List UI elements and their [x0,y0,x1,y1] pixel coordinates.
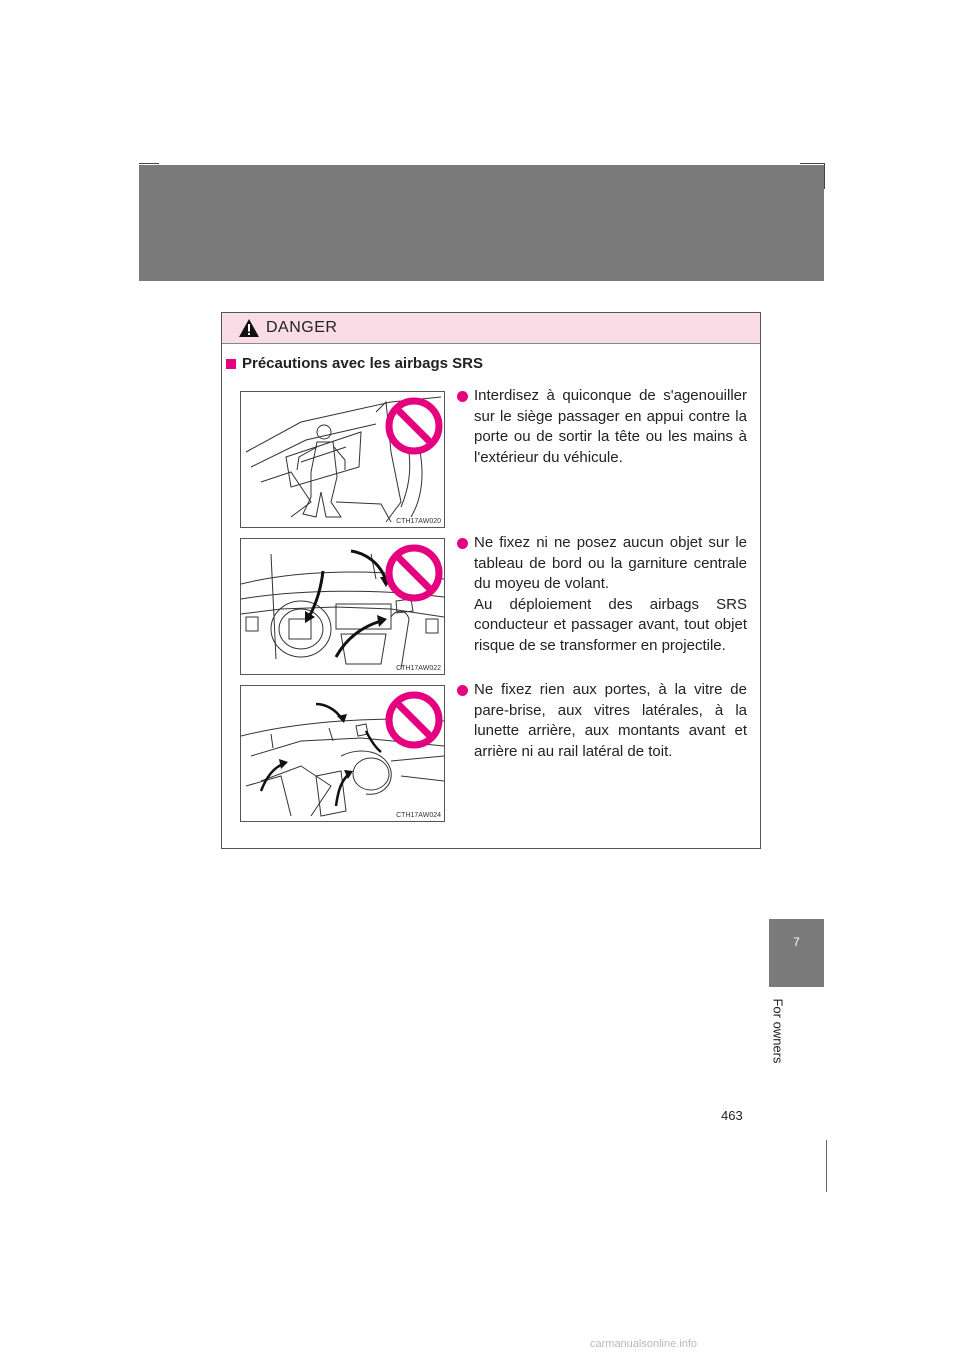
prohibition-icon [384,690,444,750]
danger-label: DANGER [266,319,338,336]
section-title [226,355,483,372]
warning-triangle-icon [238,318,260,338]
round-bullet-icon [457,538,468,549]
bullet-text: Ne fixez rien aux portes, à la vitre de pare-brise, aux vitres latérales, à la lunette arrière, aux montants avant et arrière ni au rail latéral de toit. [474,681,747,760]
danger-header [222,313,760,344]
bullet-item [457,386,747,468]
chapter-number: 7 [793,935,800,949]
square-bullet-icon [226,359,236,369]
figure-code: CTH17AW022 [396,665,441,672]
bullet-item [457,533,747,656]
page-number: 463 [721,1108,743,1123]
bullet-item [457,680,747,762]
figure-code: CTH17AW020 [396,518,441,525]
crop-mark [800,163,824,164]
chapter-label-text: For owners [770,998,786,1064]
header-band [139,165,824,281]
bullet-text: Interdisez à quiconque de s'agenouiller sur le siège passager en appui contre la porte ou de sortir la tête ou les mains à l'extérieur du véhicule. [474,387,747,466]
crop-mark [824,163,825,189]
right-rule [826,1140,827,1192]
prohibition-icon [384,543,444,603]
figure-dashboard-objects [240,538,445,675]
watermark: carmanualsonline.info [590,1338,698,1350]
chapter-tab [769,919,824,987]
chapter-label [763,996,793,1066]
figure-interior-objects [240,685,445,822]
section-title-text: Précautions avec les airbags SRS [242,355,483,372]
bullet-text: Ne fixez ni ne posez aucun objet sur le tableau de bord ou la garniture centrale du moyeu de volant. Au déploiement des airbags SRS conducteur et passager avant, tout objet risque de se transformer en projectile. [474,534,747,654]
round-bullet-icon [457,391,468,402]
figure-code: CTH17AW024 [396,812,441,819]
round-bullet-icon [457,685,468,696]
danger-box [221,312,761,849]
prohibition-icon [384,396,444,456]
crop-mark [139,163,159,164]
figure-kneeling-passenger [240,391,445,528]
